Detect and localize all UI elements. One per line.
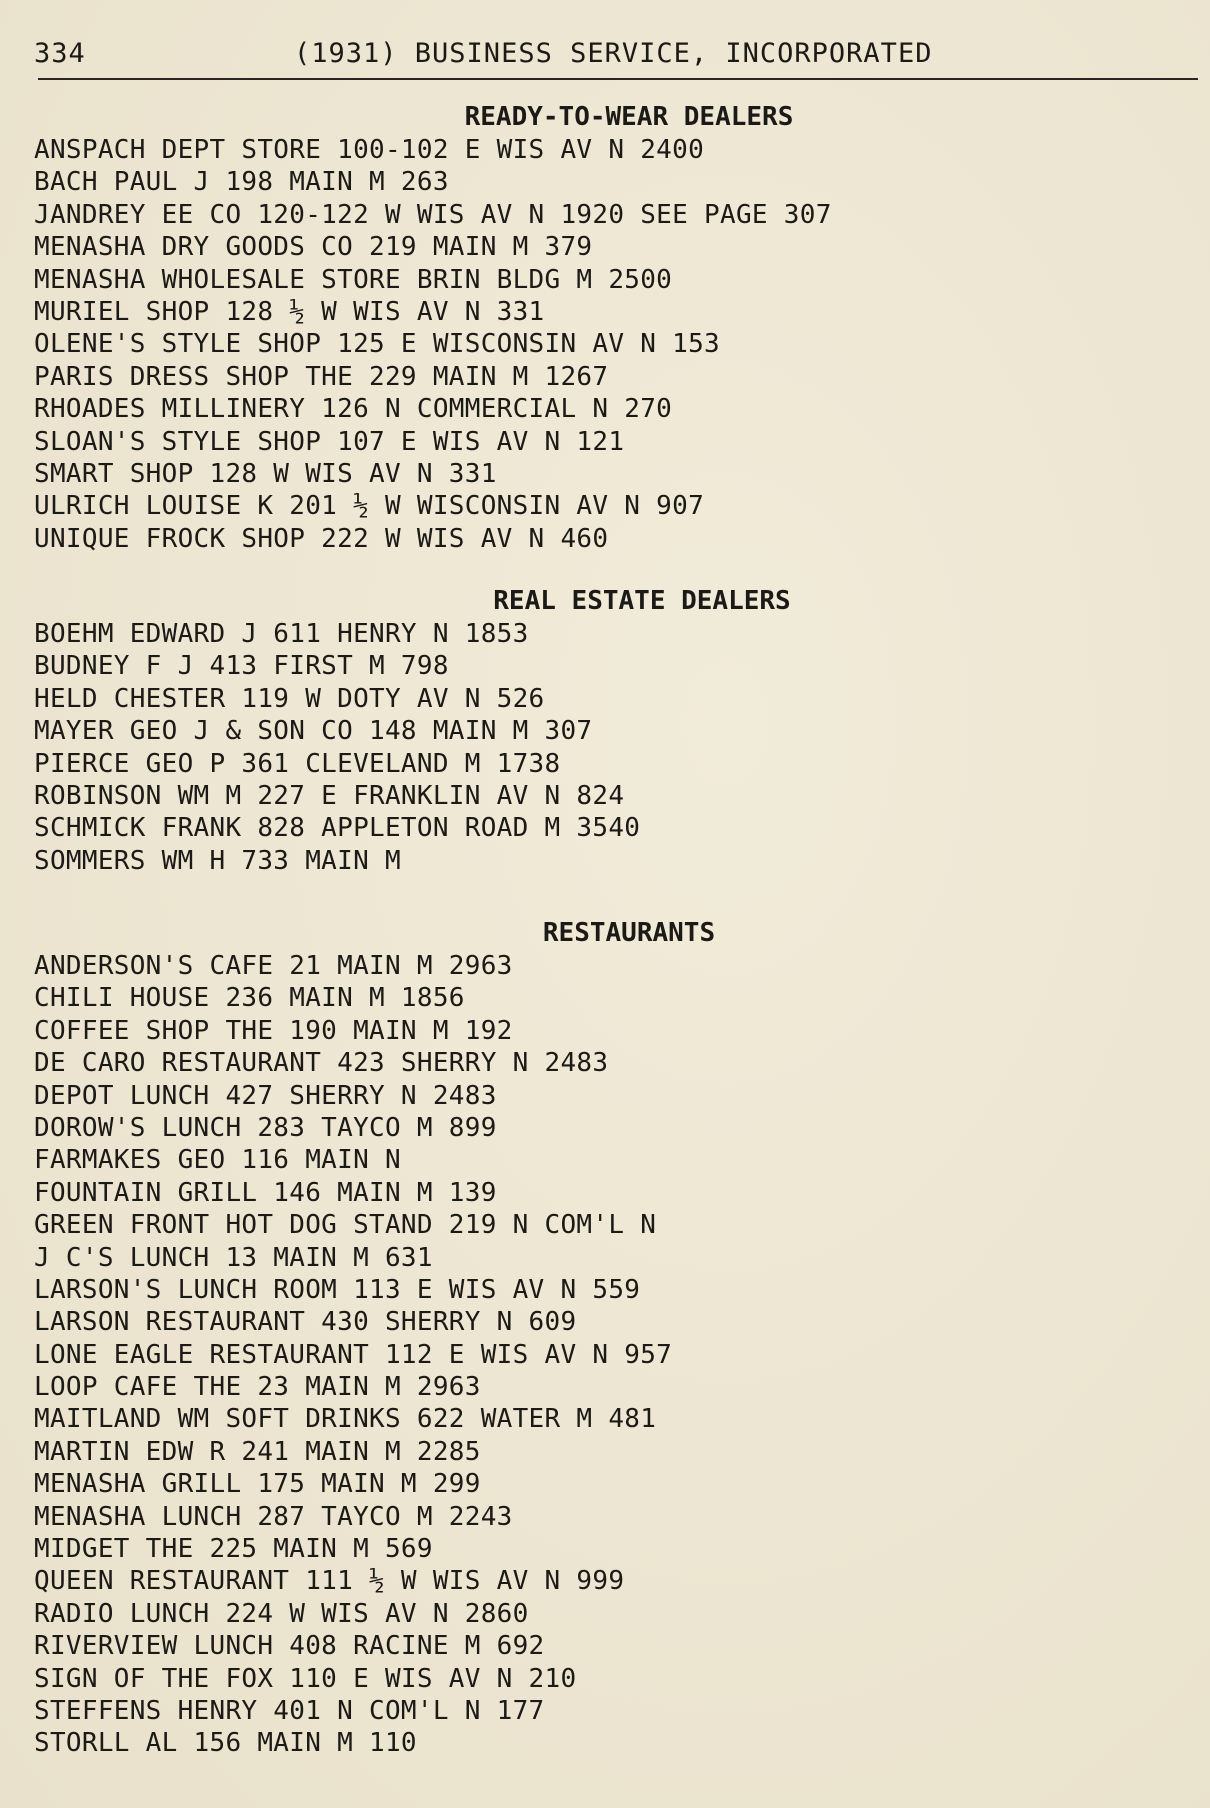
list-item: LARSON'S LUNCH ROOM 113 E WIS AV N 559 [34, 1274, 641, 1305]
list-item: BACH PAUL J 198 MAIN M 263 [34, 167, 449, 198]
section-real-estate-dealers [34, 584, 1194, 877]
list-item: FARMAKES GEO 116 MAIN N [34, 1145, 401, 1176]
list-item: UNIQUE FROCK SHOP 222 W WIS AV N 460 [34, 523, 609, 554]
list-item: RHOADES MILLINERY 126 N COMMERCIAL N 270 [34, 394, 673, 425]
list-item: ANDERSON'S CAFE 21 MAIN M 2963 [34, 951, 513, 981]
list-item: RADIO LUNCH 224 W WIS AV N 2860 [34, 1598, 529, 1629]
section-title: REAL ESTATE DEALERS [493, 586, 791, 616]
list-item: FOUNTAIN GRILL 146 MAIN M 139 [34, 1177, 497, 1208]
list-item: GREEN FRONT HOT DOG STAND 219 N COM'L N [34, 1210, 657, 1241]
list-item: CHILI HOUSE 236 MAIN M 1856 [34, 983, 465, 1014]
list-item: STORLL AL 156 MAIN M 110 [34, 1728, 417, 1759]
list-item: RIVERVIEW LUNCH 408 RACINE M 692 [34, 1631, 545, 1662]
list-item: ULRICH LOUISE K 201 ½ W WISCONSIN AV N 907 [34, 491, 705, 522]
running-title: (1931) BUSINESS SERVICE, INCORPORATED [294, 38, 933, 69]
list-item: MARTIN EDW R 241 MAIN M 2285 [34, 1436, 481, 1467]
list-item: SLOAN'S STYLE SHOP 107 E WIS AV N 121 [34, 426, 625, 457]
list-item: PIERCE GEO P 361 CLEVELAND M 1738 [34, 748, 561, 779]
list-item: J C'S LUNCH 13 MAIN M 631 [34, 1242, 433, 1273]
page-number: 334 [34, 38, 86, 69]
list-item: LARSON RESTAURANT 430 SHERRY N 609 [34, 1307, 577, 1338]
list-item: PARIS DRESS SHOP THE 229 MAIN M 1267 [34, 361, 609, 392]
section-restaurants [34, 916, 1194, 1760]
list-item: MENASHA WHOLESALE STORE BRIN BLDG M 2500 [34, 264, 673, 295]
list-item: MAYER GEO J & SON CO 148 MAIN M 307 [34, 716, 593, 747]
list-item: OLENE'S STYLE SHOP 125 E WISCONSIN AV N 153 [34, 329, 720, 360]
list-item: SCHMICK FRANK 828 APPLETON ROAD M 3540 [34, 813, 641, 844]
list-item: MENASHA DRY GOODS CO 219 MAIN M 379 [34, 232, 593, 263]
list-item: COFFEE SHOP THE 190 MAIN M 192 [34, 1015, 513, 1046]
entry-list [34, 618, 1194, 877]
list-item: DE CARO RESTAURANT 423 SHERRY N 2483 [34, 1048, 609, 1079]
list-item: SMART SHOP 128 W WIS AV N 331 [34, 458, 497, 489]
list-item: BOEHM EDWARD J 611 HENRY N 1853 [34, 619, 529, 649]
list-item: LOOP CAFE THE 23 MAIN M 2963 [34, 1372, 481, 1403]
list-item: MURIEL SHOP 128 ½ W WIS AV N 331 [34, 296, 545, 327]
section-title: RESTAURANTS [542, 918, 716, 948]
list-item: JANDREY EE CO 120-122 W WIS AV N 1920 SEE PAGE 307 [34, 199, 832, 230]
list-item: DOROW'S LUNCH 283 TAYCO M 899 [34, 1112, 497, 1143]
page-header [34, 34, 1194, 80]
list-item: BUDNEY F J 413 FIRST M 798 [34, 651, 449, 682]
list-item: SOMMERS WM H 733 MAIN M [34, 845, 401, 876]
list-item: QUEEN RESTAURANT 111 ½ W WIS AV N 999 [34, 1566, 625, 1597]
list-item: DEPOT LUNCH 427 SHERRY N 2483 [34, 1080, 497, 1111]
list-item: ROBINSON WM M 227 E FRANKLIN AV N 824 [34, 780, 625, 811]
section-title: READY-TO-WEAR DEALERS [464, 102, 794, 132]
list-item: SIGN OF THE FOX 110 E WIS AV N 210 [34, 1663, 577, 1694]
list-item: MENASHA GRILL 175 MAIN M 299 [34, 1469, 481, 1500]
list-item: MENASHA LUNCH 287 TAYCO M 2243 [34, 1501, 513, 1532]
list-item: MIDGET THE 225 MAIN M 569 [34, 1534, 433, 1565]
header-rule [38, 78, 1198, 80]
entry-list [34, 950, 1194, 1760]
list-item: STEFFENS HENRY 401 N COM'L N 177 [34, 1695, 545, 1726]
entry-list [34, 134, 1194, 555]
section-ready-to-wear-dealers [34, 100, 1194, 555]
list-item: LONE EAGLE RESTAURANT 112 E WIS AV N 957 [34, 1339, 673, 1370]
list-item: MAITLAND WM SOFT DRINKS 622 WATER M 481 [34, 1404, 657, 1435]
list-item: HELD CHESTER 119 W DOTY AV N 526 [34, 683, 545, 714]
list-item: ANSPACH DEPT STORE 100-102 E WIS AV N 2400 [34, 135, 705, 165]
